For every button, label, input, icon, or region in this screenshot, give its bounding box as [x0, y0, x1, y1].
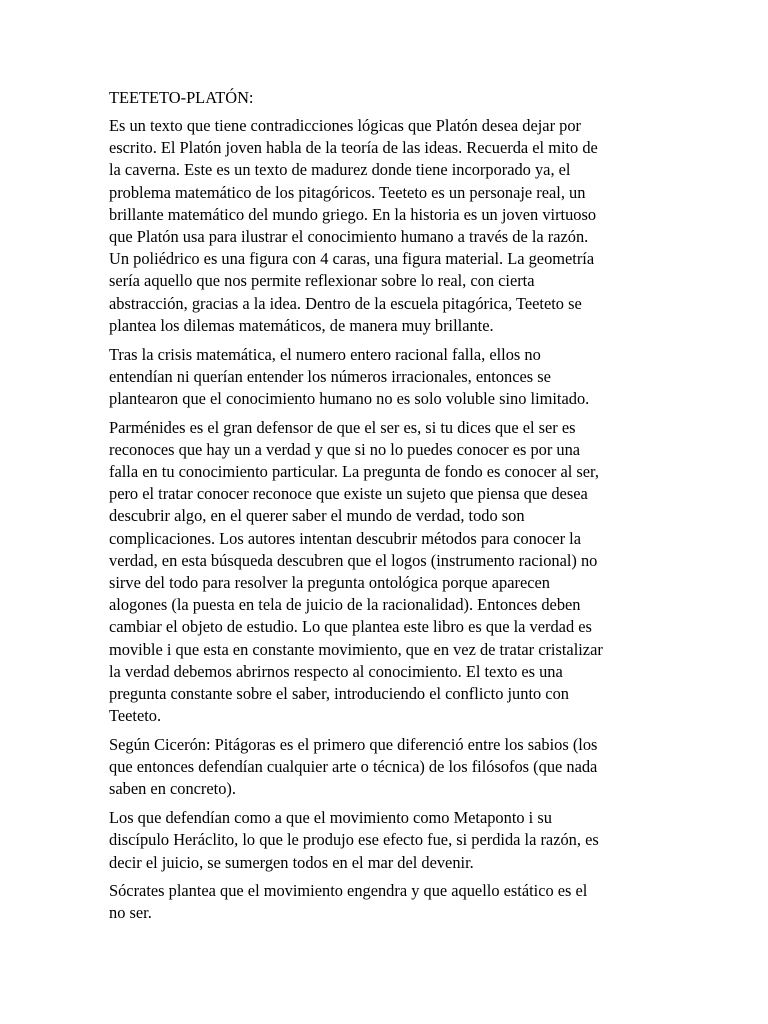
document-body	[109, 115, 657, 925]
text-line: alogones (la puesta en tela de juicio de la racionalidad). Entonces deben	[109, 595, 581, 615]
text-line: plantearon que el conocimiento humano no es solo voluble sino limitado.	[109, 388, 590, 408]
paragraph	[109, 417, 657, 728]
text-line: que Platón usa para ilustrar el conocimiento humano a través de la razón.	[109, 227, 589, 247]
paragraph	[109, 344, 657, 411]
text-line: brillante matemático del mundo griego. En la historia es un joven virtuoso	[109, 204, 597, 224]
paragraph	[109, 807, 657, 874]
text-line: Es un texto que tiene contradicciones lógicas que Platón desea dejar por	[109, 116, 581, 135]
text-line: abstracción, gracias a la idea. Dentro de la escuela pitagórica, Teeteto se	[109, 293, 582, 313]
paragraph	[109, 880, 657, 924]
text-line: saben en concreto).	[109, 779, 236, 799]
text-line: pregunta constante sobre el saber, introduciendo el conflicto junto con	[109, 684, 569, 704]
text-line: pero el tratar conocer reconoce que existe un sujeto que piensa que desea	[109, 484, 588, 504]
text-line: reconoces que hay un a verdad y que si no lo puedes conocer es por una	[109, 439, 581, 459]
text-line: verdad, en esta búsqueda descubren que el logos (instrumento racional) no	[109, 550, 598, 570]
text-line: entendían ni querían entender los números irracionales, entonces se	[109, 366, 551, 386]
document-title: TEETETO-PLATÓN:	[109, 88, 254, 107]
paragraph	[109, 734, 657, 801]
text-line: Teeteto.	[109, 706, 162, 726]
text-line: la verdad debemos abrirnos respecto al conocimiento. El texto es una	[109, 661, 563, 681]
text-line: la caverna. Este es un texto de madurez donde tiene incorporado ya, el	[109, 160, 571, 180]
text-line: no ser.	[109, 903, 152, 923]
text-line: Parménides es el gran defensor de que el ser es, si tu dices que el ser es	[109, 417, 576, 437]
text-line: Sócrates plantea que el movimiento engendra y que aquello estático es el	[109, 881, 588, 901]
text-line: movible i que esta en constante movimiento, que en vez de tratar cristalizar	[109, 639, 603, 659]
text-line: problema matemático de los pitagóricos. Teeteto es un personaje real, un	[109, 182, 586, 202]
text-line: descubrir algo, en el querer saber el mundo de verdad, todo son	[109, 506, 525, 526]
text-line: sirve del todo para resolver la pregunta ontológica porque aparecen	[109, 573, 550, 593]
text-line: cambiar el objeto de estudio. Lo que plantea este libro es que la verdad es	[109, 617, 592, 637]
text-line: falla en tu conocimiento particular. La pregunta de fondo es conocer al ser,	[109, 462, 599, 482]
text-line: sería aquello que nos permite reflexionar sobre lo real, con cierta	[109, 271, 535, 291]
document-page	[109, 87, 657, 931]
text-line: discípulo Heráclito, lo que le produjo ese efecto fue, si perdida la razón, es	[109, 830, 599, 850]
text-line: plantea los dilemas matemáticos, de manera muy brillante.	[109, 315, 494, 335]
text-line: Según Cicerón: Pitágoras es el primero que diferenció entre los sabios (los	[109, 734, 598, 754]
text-line: Un poliédrico es una figura con 4 caras, una figura material. La geometría	[109, 249, 595, 269]
text-line: que entonces defendían cualquier arte o técnica) de los filósofos (que nada	[109, 757, 598, 777]
text-line: escrito. El Platón joven habla de la teoría de las ideas. Recuerda el mito de	[109, 138, 598, 158]
text-line: Los que defendían como a que el movimiento como Metaponto i su	[109, 808, 552, 828]
paragraph	[109, 115, 657, 337]
text-line: decir el juicio, se sumergen todos en el mar del devenir.	[109, 852, 474, 872]
text-line: complicaciones. Los autores intentan descubrir métodos para conocer la	[109, 528, 581, 548]
text-line: Tras la crisis matemática, el numero entero racional falla, ellos no	[109, 344, 541, 364]
